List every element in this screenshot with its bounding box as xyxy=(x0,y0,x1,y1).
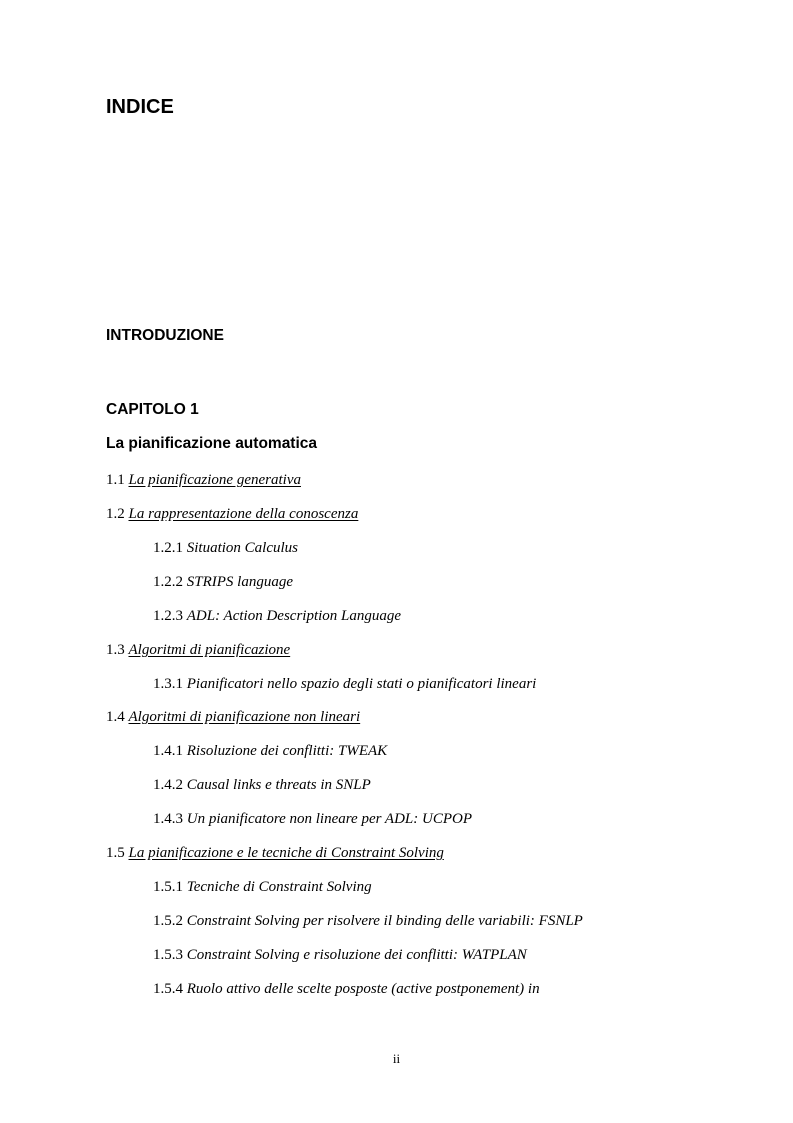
toc-entry-1-5-3 xyxy=(153,946,527,964)
toc-entry-1-5-4 xyxy=(153,980,540,998)
introduction-heading: INTRODUZIONE xyxy=(106,327,224,344)
toc-entry-title: Constraint Solving e risoluzione dei conflitti: WATPLAN xyxy=(186,947,527,963)
toc-entry-1-2-2 xyxy=(153,573,293,591)
page-number: ii xyxy=(392,1051,401,1066)
toc-entry-number: 1.5 xyxy=(106,845,125,861)
toc-entry-title: STRIPS language xyxy=(186,574,293,590)
toc-entry-1-1 xyxy=(106,471,301,489)
toc-entry-1-5-1 xyxy=(153,878,372,896)
toc-entry-number: 1.2.1 xyxy=(153,540,183,556)
toc-entry-1-4-3 xyxy=(153,810,472,828)
toc-entry-title: Tecniche di Constraint Solving xyxy=(186,879,372,895)
toc-entry-1-2-3 xyxy=(153,607,401,625)
toc-entry-title: Ruolo attivo delle scelte posposte (active postponement) in xyxy=(186,981,540,997)
toc-entry-number: 1.3.1 xyxy=(153,676,183,692)
toc-entry-number: 1.5.2 xyxy=(153,913,183,929)
toc-entry-number: 1.1 xyxy=(106,472,125,488)
toc-entry-title: Pianificatori nello spazio degli stati o pianificatori lineari xyxy=(186,676,537,692)
toc-entry-number: 1.4.1 xyxy=(153,743,183,759)
toc-entry-link[interactable]: La pianificazione generativa xyxy=(128,472,301,488)
toc-entry-title: Situation Calculus xyxy=(186,540,299,556)
toc-entry-link[interactable]: Algoritmi di pianificazione non lineari xyxy=(128,709,361,725)
toc-entry-number: 1.5.4 xyxy=(153,981,183,997)
toc-entry-1-5-2 xyxy=(153,912,583,930)
toc-entry-1-3-1 xyxy=(153,675,536,693)
toc-entry-number: 1.5.1 xyxy=(153,879,183,895)
toc-entry-number: 1.4.2 xyxy=(153,777,183,793)
toc-entry-1-4-2 xyxy=(153,776,371,794)
toc-entry-1-4 xyxy=(106,708,360,726)
toc-entry-number: 1.5.3 xyxy=(153,947,183,963)
toc-entry-number: 1.2.3 xyxy=(153,608,183,624)
toc-entry-number: 1.2 xyxy=(106,506,125,522)
toc-entry-1-5 xyxy=(106,844,444,862)
toc-entry-1-2 xyxy=(106,505,358,523)
toc-entry-number: 1.4 xyxy=(106,709,125,725)
chapter-number-heading: CAPITOLO 1 xyxy=(106,401,199,418)
toc-entry-number: 1.4.3 xyxy=(153,811,183,827)
toc-entry-1-2-1 xyxy=(153,539,298,557)
toc-entry-title: Constraint Solving per risolvere il binding delle variabili: FSNLP xyxy=(186,913,583,929)
toc-entry-1-4-1 xyxy=(153,742,387,760)
toc-entry-link[interactable]: La rappresentazione della conoscenza xyxy=(128,506,359,522)
toc-entry-link[interactable]: Algoritmi di pianificazione xyxy=(128,642,291,658)
toc-entry-number: 1.3 xyxy=(106,642,125,658)
toc-entry-1-3 xyxy=(106,641,290,659)
page-title: INDICE xyxy=(106,96,174,118)
toc-entry-link[interactable]: La pianificazione e le tecniche di Constraint Solving xyxy=(128,845,444,861)
toc-entry-title: ADL: Action Description Language xyxy=(186,608,402,624)
toc-entry-title: Causal links e threats in SNLP xyxy=(186,777,371,793)
toc-entry-title: Risoluzione dei conflitti: TWEAK xyxy=(186,743,388,759)
toc-entry-number: 1.2.2 xyxy=(153,574,183,590)
chapter-title-heading: La pianificazione automatica xyxy=(106,435,318,452)
toc-entry-title: Un pianificatore non lineare per ADL: UCPOP xyxy=(186,811,472,827)
